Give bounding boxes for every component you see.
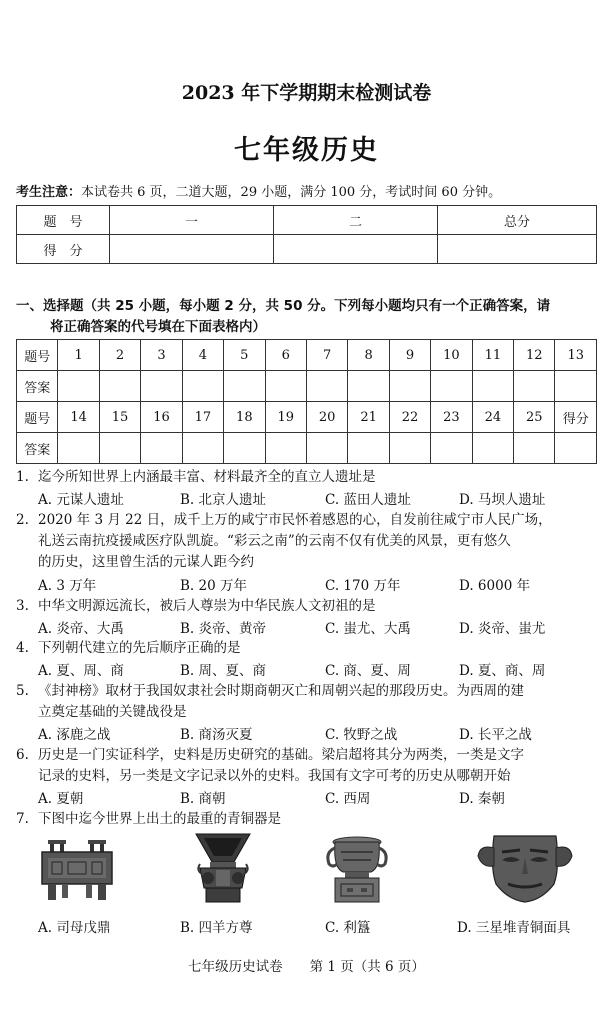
question-4: [16, 638, 606, 659]
exam-notice: [16, 181, 501, 200]
figure-caption-a[interactable]: A. 司母戊鼎: [38, 920, 111, 936]
score-header: 总分: [438, 206, 597, 235]
question-text: 记录的史料，另一类是文字记录以外的史料。我国有文字可考的历史从哪朝开始: [38, 768, 511, 784]
option-c[interactable]: C. 170 万年: [325, 578, 401, 594]
question-number: 12: [514, 340, 555, 371]
answer-cell[interactable]: [141, 371, 182, 402]
option-a[interactable]: A. 夏、周、商: [38, 663, 124, 679]
options-6: [38, 787, 598, 808]
option-b[interactable]: B. 周、夏、商: [180, 663, 267, 679]
options-2: [38, 574, 598, 595]
score-table: [16, 205, 597, 264]
score-header: 一: [110, 206, 274, 235]
question-number: 11: [472, 340, 513, 371]
question-1: [16, 467, 606, 488]
answer-cell[interactable]: [389, 433, 430, 464]
question-number: 22: [389, 402, 430, 433]
question-number: 8: [348, 340, 389, 371]
option-a[interactable]: A. 夏朝: [38, 791, 84, 807]
answer-cell[interactable]: [224, 433, 265, 464]
answer-cell[interactable]: [389, 371, 430, 402]
figure-caption-c[interactable]: C. 利簋: [325, 920, 371, 936]
score-cell[interactable]: [110, 235, 274, 264]
li-gui-image: [325, 834, 389, 904]
answer-cell[interactable]: [306, 433, 347, 464]
figure-caption-d[interactable]: D. 三星堆青铜面具: [457, 920, 571, 936]
question-number: 2: [99, 340, 140, 371]
question-number: 23: [431, 402, 472, 433]
options-1: [38, 488, 598, 509]
question-number: 6: [265, 340, 306, 371]
option-d[interactable]: D. 长平之战: [459, 727, 532, 743]
question-2: [16, 510, 606, 573]
question-6: [16, 745, 606, 787]
question-number: 5: [224, 340, 265, 371]
question-number: 1: [58, 340, 99, 371]
notice-text: 本试卷共 6 页，二道大题，29 小题，满分 100 分，考试时间 60 分钟。: [81, 185, 502, 200]
question-number: 25: [514, 402, 555, 433]
section-heading: [16, 296, 600, 338]
figure-caption-b[interactable]: B. 四羊方尊: [180, 920, 253, 936]
score-cell[interactable]: [438, 235, 597, 264]
answer-cell[interactable]: [431, 433, 472, 464]
answer-cell[interactable]: [306, 371, 347, 402]
option-d[interactable]: D. 炎帝、蚩尤: [459, 621, 546, 637]
answer-cell[interactable]: [141, 433, 182, 464]
question-5: [16, 681, 606, 723]
question-text: 的历史，这里曾生活的元谋人距今约: [38, 554, 254, 570]
answer-cell[interactable]: [99, 371, 140, 402]
answer-cell[interactable]: [58, 433, 99, 464]
answer-table-label: 题号: [17, 340, 58, 371]
question-number: 7.: [16, 811, 29, 827]
question-number: 24: [472, 402, 513, 433]
answer-cell[interactable]: [224, 371, 265, 402]
answer-cell[interactable]: [348, 433, 389, 464]
answer-cell[interactable]: [431, 371, 472, 402]
notice-label: 考生注意：: [16, 185, 82, 200]
option-c[interactable]: C. 牧野之战: [325, 727, 398, 743]
option-b[interactable]: B. 20 万年: [180, 578, 247, 594]
question-text: 2020 年 3 月 22 日，成千上万的咸宁市民怀着感恩的心，自发前往咸宁市人民广场，: [38, 512, 552, 528]
answer-table-label: 答案: [17, 433, 58, 464]
total-score-label: 得分: [555, 402, 597, 433]
answer-cell[interactable]: [182, 433, 223, 464]
section-line: 将正确答案的代号填在下面表格内）: [50, 319, 266, 335]
option-c[interactable]: C. 蚩尤、大禹: [325, 621, 411, 637]
question-text: 立奠定基础的关键战役是: [38, 704, 187, 720]
option-d[interactable]: D. 6000 年: [459, 578, 531, 594]
answer-cell[interactable]: [58, 371, 99, 402]
answer-cell[interactable]: [348, 371, 389, 402]
question-number: 16: [141, 402, 182, 433]
question-text: 下列朝代建立的先后顺序正确的是: [38, 640, 241, 656]
question-number: 21: [348, 402, 389, 433]
subject-title: 七年级历史: [234, 135, 379, 166]
simuwu-ding-image: [38, 836, 116, 902]
question-number: 2.: [16, 512, 29, 528]
question-number: 19: [265, 402, 306, 433]
option-b[interactable]: B. 商汤灭夏: [180, 727, 253, 743]
question-text: 迄今所知世界上内涵最丰富、材料最齐全的直立人遗址是: [38, 469, 376, 485]
question-number: 20: [306, 402, 347, 433]
question-number: 3.: [16, 598, 29, 614]
question-number: 17: [182, 402, 223, 433]
answer-cell[interactable]: [182, 371, 223, 402]
option-c[interactable]: C. 蓝田人遗址: [325, 492, 411, 508]
answer-cell[interactable]: [514, 433, 555, 464]
answer-cell[interactable]: [472, 433, 513, 464]
question-text: 历史是一门实证科学，史料是历史研究的基础。梁启超将其分为两类，一类是文字: [38, 747, 524, 763]
four-ram-zun-image: [192, 832, 254, 904]
question-number: 6.: [16, 747, 29, 763]
option-a[interactable]: A. 3 万年: [38, 578, 97, 594]
question-number: 15: [99, 402, 140, 433]
option-b[interactable]: B. 商朝: [180, 791, 226, 807]
question-number: 7: [306, 340, 347, 371]
answer-cell[interactable]: [265, 371, 306, 402]
score-cell[interactable]: [274, 235, 438, 264]
answer-cell[interactable]: [555, 371, 597, 402]
option-a[interactable]: A. 元谋人遗址: [38, 492, 124, 508]
question-text: 《封神榜》取材于我国奴隶社会时期商朝灭亡和周朝兴起的那段历史。为西周的建: [38, 683, 524, 699]
option-a[interactable]: A. 炎帝、大禹: [38, 621, 124, 637]
answer-cell[interactable]: [514, 371, 555, 402]
option-c[interactable]: C. 西周: [325, 791, 371, 807]
option-b[interactable]: B. 北京人遗址: [180, 492, 267, 508]
question-number: 4: [182, 340, 223, 371]
exam-title: 2023 年下学期期末检测试卷: [181, 82, 432, 104]
question-number: 4.: [16, 640, 29, 656]
score-header: 二: [274, 206, 438, 235]
answer-cell[interactable]: [472, 371, 513, 402]
option-d[interactable]: D. 马坝人遗址: [459, 492, 546, 508]
question-number: 14: [58, 402, 99, 433]
question-3: [16, 596, 606, 617]
options-3: [38, 617, 598, 638]
question-text: 礼送云南抗疫援咸医疗队凯旋。“彩云之南”的云南不仅有优美的风景，更有悠久: [38, 533, 511, 549]
option-d[interactable]: D. 夏、商、周: [459, 663, 546, 679]
answer-table: [16, 339, 597, 464]
page-footer: 七年级历史试卷 第 1 页（共 6 页）: [188, 959, 425, 975]
answer-cell[interactable]: [265, 433, 306, 464]
question-number: 9: [389, 340, 430, 371]
answer-table-label: 题号: [17, 402, 58, 433]
sanxingdui-mask-image: [476, 828, 574, 906]
options-5: [38, 723, 598, 744]
question-number: 10: [431, 340, 472, 371]
option-c[interactable]: C. 商、夏、周: [325, 663, 411, 679]
answer-cell[interactable]: [99, 433, 140, 464]
question-number: 5.: [16, 683, 29, 699]
total-score-cell[interactable]: [555, 433, 597, 464]
section-line: 一、选择题（共 25 小题，每小题 2 分，共 50 分。下列每小题均只有一个正确答案，请: [16, 298, 551, 314]
score-header: 题 号: [17, 206, 110, 235]
question-number: 18: [224, 402, 265, 433]
score-label: 得 分: [17, 235, 110, 264]
question-number: 3: [141, 340, 182, 371]
answer-table-label: 答案: [17, 371, 58, 402]
question-text: 下图中迄今世界上出土的最重的青铜器是: [38, 811, 281, 827]
question-text: 中华文明源远流长，被后人尊崇为中华民族人文初祖的是: [38, 598, 376, 614]
option-a[interactable]: A. 涿鹿之战: [38, 727, 111, 743]
option-d[interactable]: D. 秦朝: [459, 791, 505, 807]
question-number: 1.: [16, 469, 29, 485]
option-b[interactable]: B. 炎帝、黄帝: [180, 621, 267, 637]
question-number: 13: [555, 340, 597, 371]
question-7: [16, 809, 606, 830]
options-4: [38, 659, 598, 680]
